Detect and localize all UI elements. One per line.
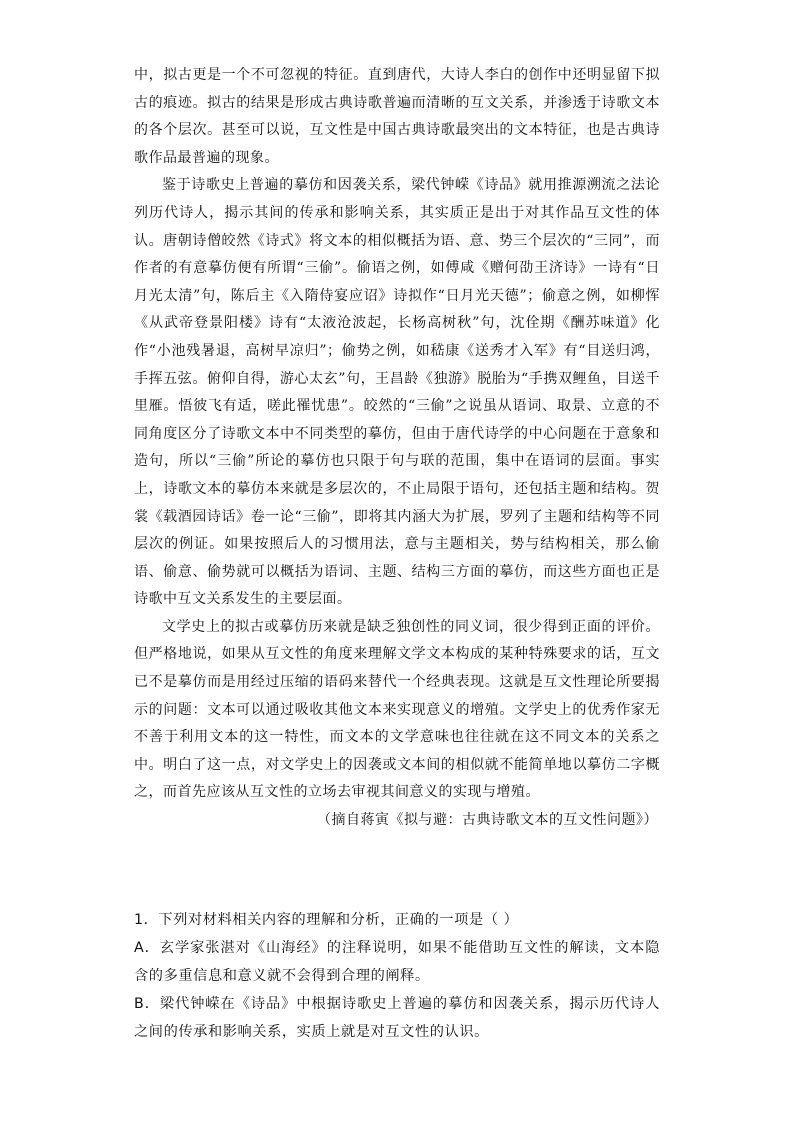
essay-citation: （摘自蒋寅《拟与避：古典诗歌文本的互文性问题》） [317,812,658,829]
essay-paragraph-3: 文学史上的拟古或摹仿历来就是缺乏独创性的同义词，很少得到正面的评价。但严格地说，如果从互文性的角度来理解文学文本构成的某种特殊要求的话，互文已不是摹仿而是用经过压缩的语码来替代一个经典表现。这就是互文性理论所要揭示的问题：文本可以通过吸收其他文本来实现意义的增殖。文学史上的优秀作家无不善于利用文本的这一特性，而文本的文学意味也往往就在这不同文本的关系之中。明白了这一点，对文学史上的因袭或文本间的相似就不能简单地以摹仿二字概之，而首先应该从互文性的立场去审视其间意义的实现与增殖。 [134,618,660,801]
question-1-stem: 1．下列对材料相关内容的理解和分析，正确的一项是（ ） [134,912,519,928]
essay-paragraph-2: 鉴于诗歌史上普遍的摹仿和因袭关系，梁代钟嵘《诗品》就用推源溯流之法论列历代诗人，揭示其间的传承和影响关系，其实质正是出于对其作品互文性的体认。唐朝诗僧皎然《诗式》将文本的相似概括为语、意、势三个层次的“三同”，而作者的有意摹仿便有所谓“三偷”。偷语之例，如傅咸《赠何劭王济诗》一诗有“日月光太清”句，陈后主《入隋侍宴应诏》诗拟作“日月光天德”；偷意之例，如柳恽《从武帝登景阳楼》诗有“太液沧波起，长杨高树秋”句，沈佺期《酬苏味道》化作“小池残暑退，高树早凉归”；偷势之例，如嵇康《送秀才入军》有“目送归鸿，手挥五弦。俯仰自得，游心太玄”句，王昌龄《独游》脱胎为“手携双鲤鱼，目送千里雁。悟彼飞有适，嗟此罹忧患”。皎然的“三偷”之说虽从语词、取景、立意的不同角度区分了诗歌文本中不同类型的摹仿，但由于唐代诗学的中心问题在于意象和造句，所以“三偷”所论的摹仿也只限于句与联的范围，集中在语词的层面。事实上，诗歌文本的摹仿本来就是多层次的，不止局限于语句，还包括主题和结构。贺裳《载酒园诗话》卷一论“三偷”，即将其内涵大为扩展，罗列了主题和结构等不同层次的例证。如果按照后人的习惯用法，意与主题相关，势与结构相关，那么偷语、偷意、偷势就可以概括为语词、主题、结构三方面的摹仿，而这些方面也正是诗歌中互文关系发生的主要层面。 [134,177,660,608]
question-section [134,906,660,1046]
question-1-option-a: A．玄学家张湛对《山海经》的注释说明，如果不能借助互文性的解读，文本隐含的多重信息和意义就不会得到合理的阐释。 [134,940,660,984]
essay-text [134,62,660,835]
essay-paragraph-1: 中，拟古更是一个不可忽视的特征。直到唐代，大诗人李白的创作中还明显留下拟古的痕迹。拟古的结果是形成古典诗歌普遍而清晰的互文关系，并渗透于诗歌文本的各个层次。甚至可以说，互文性是中国古典诗歌最突出的文本特征，也是古典诗歌作品最普遍的现象。 [134,67,660,166]
question-1-option-b: B．梁代钟嵘在《诗品》中根据诗歌史上普遍的摹仿和因袭关系，揭示历代诗人之间的传承和影响关系，实质上就是对互文性的认识。 [134,996,660,1040]
